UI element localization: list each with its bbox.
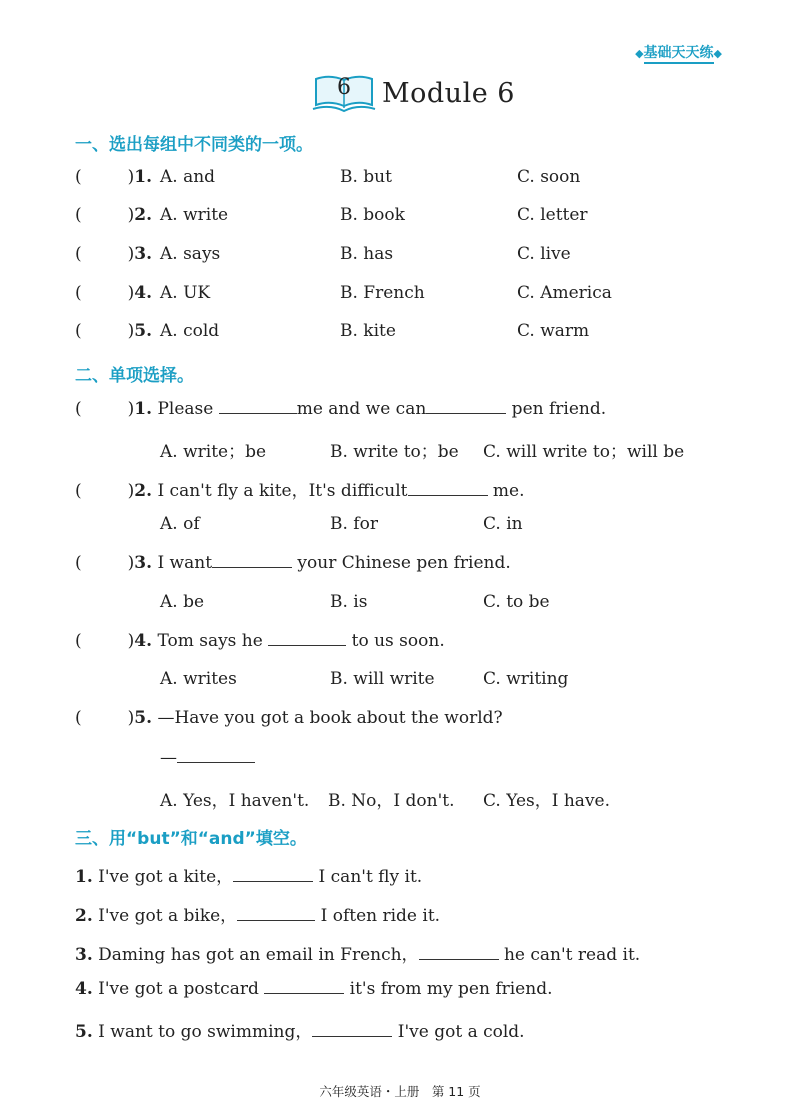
option-a: A. UK [160, 283, 211, 303]
section-3-heading: 三、用“but”和“and”填空。 [75, 829, 307, 849]
option-c: C. writing [483, 669, 569, 689]
option-c: C. letter [517, 205, 588, 225]
option-a: A. write [160, 205, 229, 225]
fill-blank[interactable] [419, 945, 499, 960]
option-a: A. of [160, 514, 200, 534]
diamond-icon: ◆ [713, 47, 722, 60]
option-b: B. is [330, 592, 368, 612]
list-item: 4. I've got a postcard it's from my pen friend. [75, 979, 553, 999]
option-c: C. warm [517, 321, 590, 341]
page-title: Module 6 [382, 77, 515, 109]
fill-blank[interactable] [312, 1022, 392, 1037]
question: ( )3. I want your Chinese pen friend. [75, 553, 511, 573]
option-b: B. for [330, 514, 378, 534]
option-a: A. and [160, 167, 216, 187]
option-c: C. to be [483, 592, 550, 612]
fill-blank[interactable] [177, 748, 255, 763]
fill-blank[interactable] [212, 553, 292, 568]
option-a: A. writes [160, 669, 237, 689]
section-1-heading: 一、选出每组中不同类的一项。 [75, 135, 313, 155]
question: ( )4. Tom says he to us soon. [75, 631, 445, 651]
option-a: A. be [160, 592, 205, 612]
book-icon [312, 72, 376, 114]
option-b: B. kite [340, 321, 396, 341]
list-item: ( )2. [75, 205, 153, 225]
page-footer: 六年级英语・上册 第 11 页 [319, 1084, 481, 1099]
list-item: ( )4. [75, 283, 153, 303]
fill-blank[interactable] [268, 631, 346, 646]
option-b: B. has [340, 244, 394, 264]
option-b: B. French [340, 283, 425, 303]
option-c: C. Yes，I have. [483, 791, 611, 811]
list-item: ( )1. [75, 167, 153, 187]
option-c: C. will write to；will be [483, 442, 685, 462]
question: ( )2. I can't fly a kite，It's difficult me. [75, 481, 525, 501]
option-c: C. in [483, 514, 523, 534]
fill-blank[interactable] [264, 979, 344, 994]
option-b: B. but [340, 167, 392, 187]
option-c: C. America [517, 283, 612, 303]
list-item: 3. Daming has got an email in French， he can't read it. [75, 945, 641, 965]
fill-blank[interactable] [233, 867, 313, 882]
list-item: 5. I want to go swimming， I've got a cold. [75, 1022, 525, 1042]
option-c: C. live [517, 244, 571, 264]
option-a: A. says [160, 244, 221, 264]
option-a: A. Yes，I haven't. [160, 791, 310, 811]
header-tag-label: 基础天天练 [644, 45, 714, 64]
question: ( )5. —Have you got a book about the world? [75, 708, 503, 728]
list-item: ( )5. [75, 321, 153, 341]
module-title [312, 72, 515, 114]
list-item: 2. I've got a bike， I often ride it. [75, 906, 441, 926]
option-c: C. soon [517, 167, 581, 187]
section-2-heading: 二、单项选择。 [75, 366, 194, 386]
dialog-reply: — [160, 748, 255, 768]
question: ( )1. Please me and we can pen friend. [75, 399, 607, 419]
list-item: ( )3. [75, 244, 153, 264]
option-b: B. write to；be [330, 442, 459, 462]
diamond-icon: ◆ [635, 47, 644, 60]
option-b: B. No，I don't. [328, 791, 455, 811]
module-number: 6 [337, 75, 351, 100]
fill-blank[interactable] [219, 399, 297, 414]
fill-blank[interactable] [408, 481, 488, 496]
option-a: A. cold [160, 321, 220, 341]
header-tag [635, 42, 722, 62]
option-b: B. book [340, 205, 405, 225]
option-b: B. will write [330, 669, 435, 689]
option-a: A. write；be [160, 442, 267, 462]
fill-blank[interactable] [237, 906, 315, 921]
list-item: 1. I've got a kite， I can't fly it. [75, 867, 423, 887]
fill-blank[interactable] [426, 399, 506, 414]
